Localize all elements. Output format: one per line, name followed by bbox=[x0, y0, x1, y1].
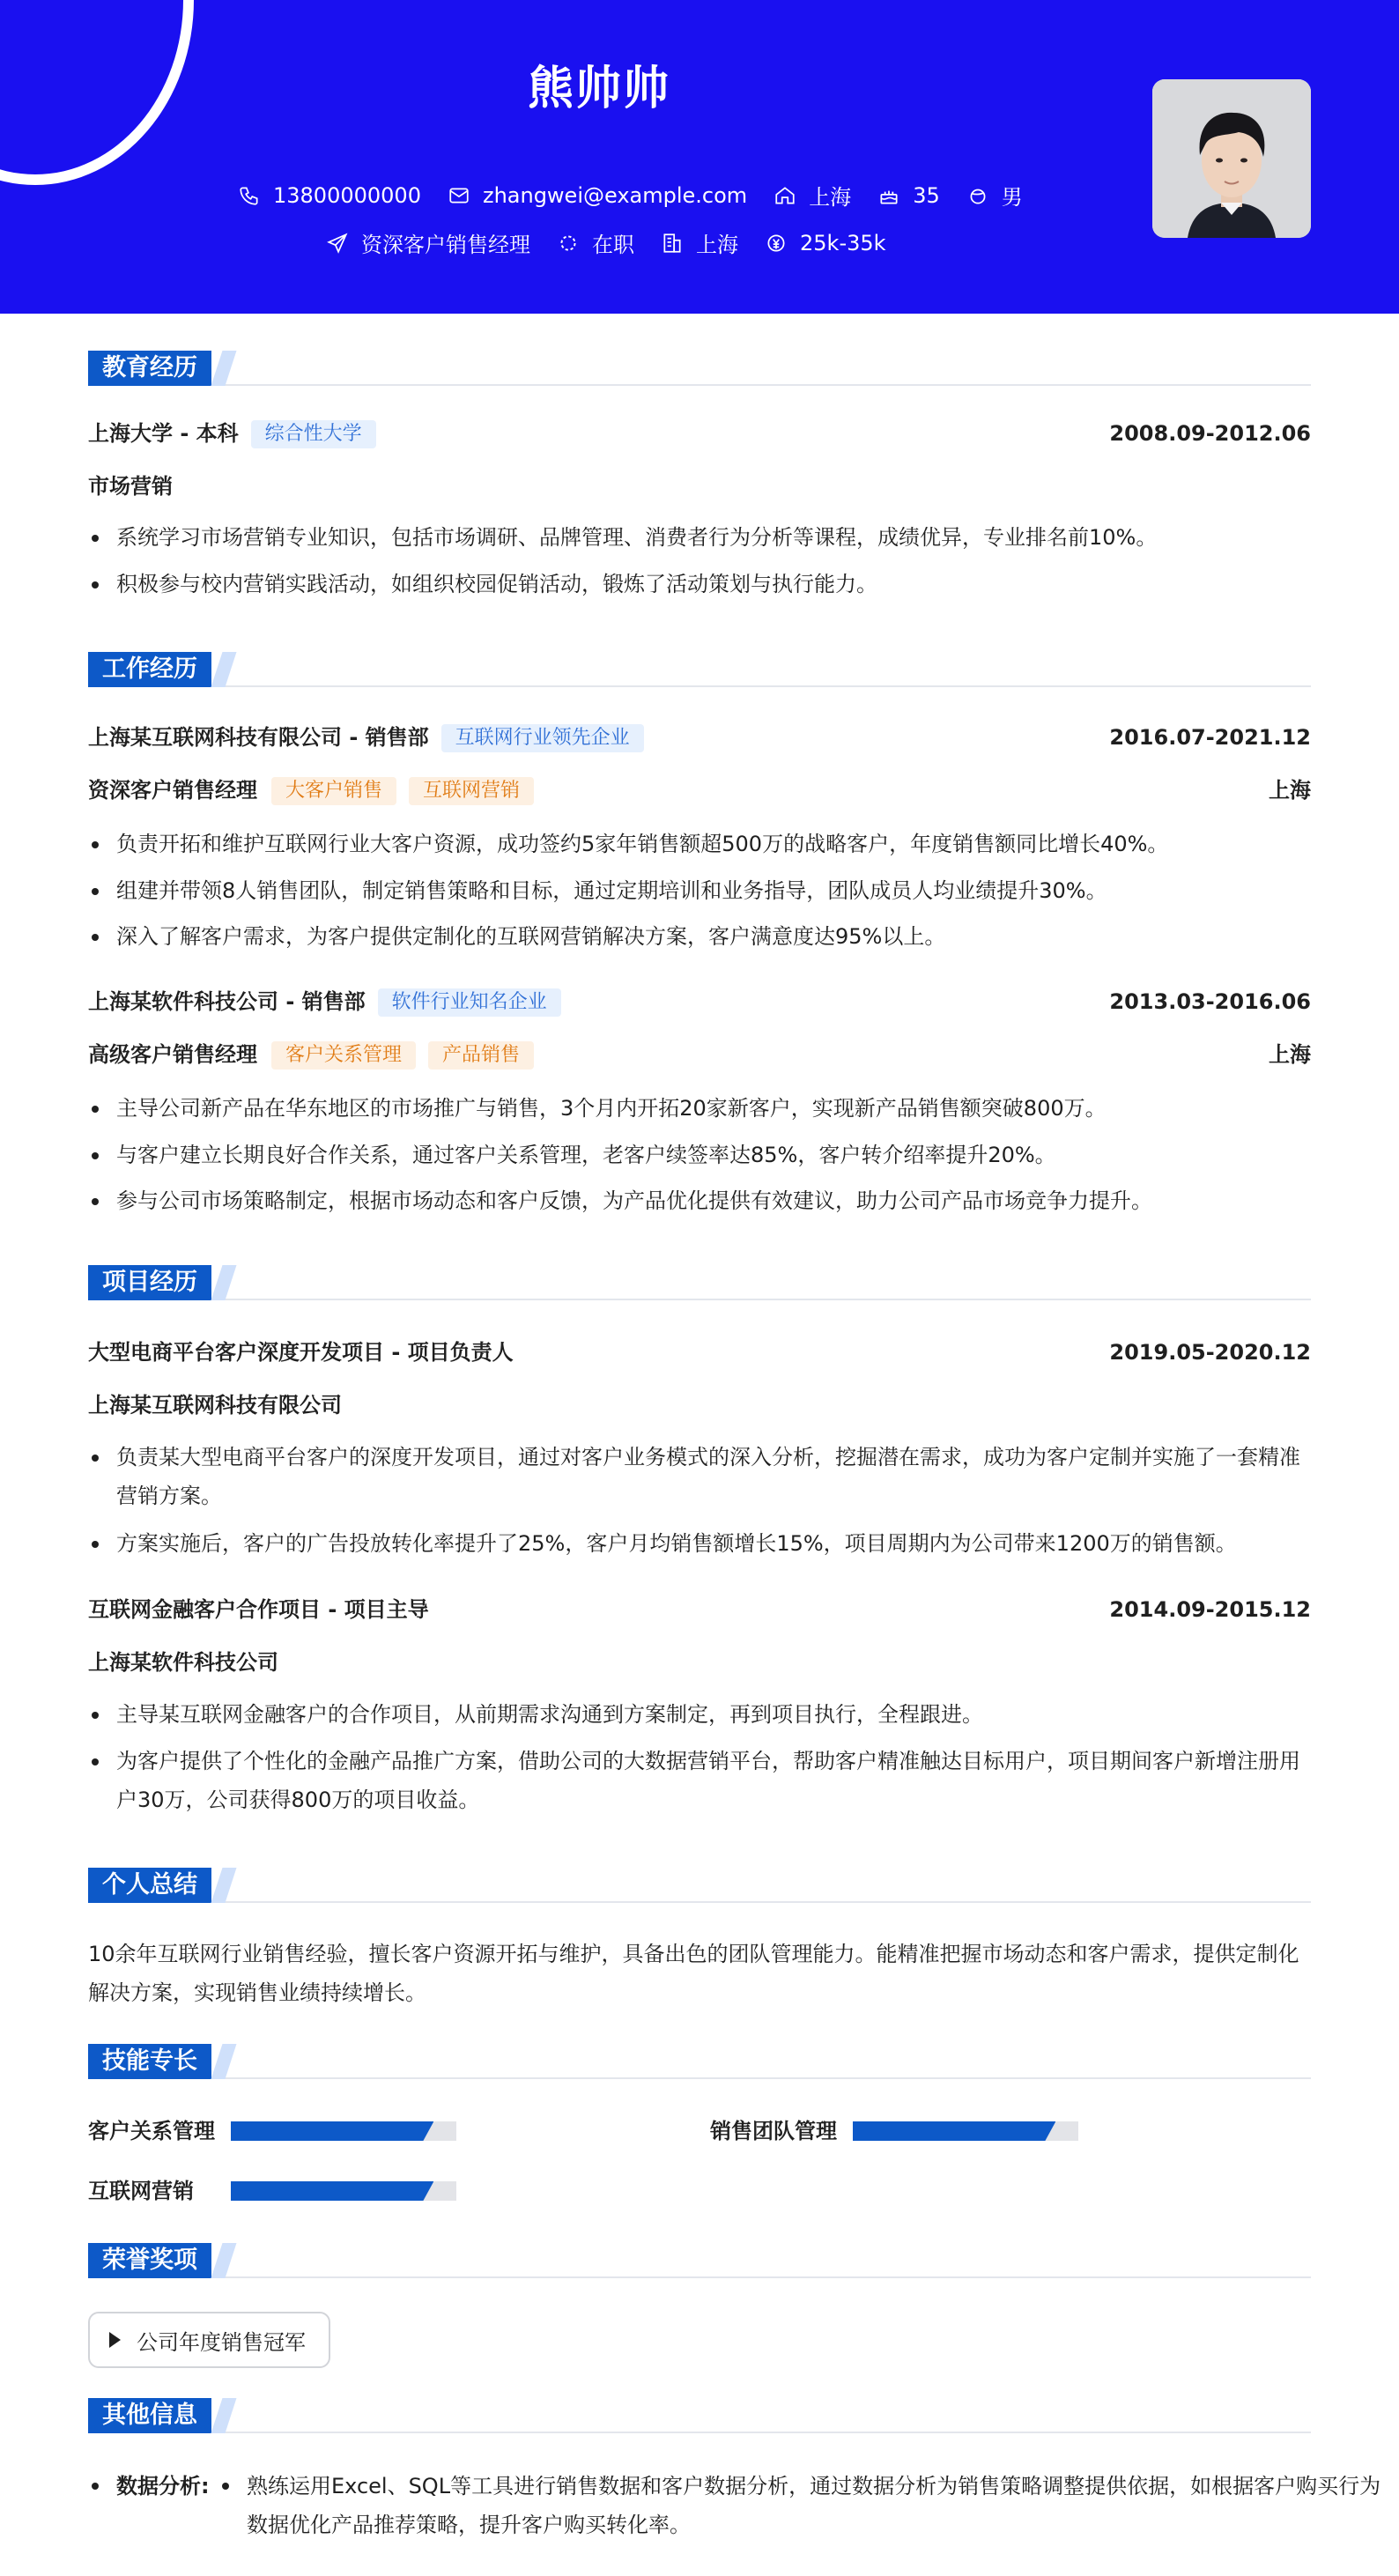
age-icon bbox=[877, 184, 900, 207]
position-text: 资深客户销售经理 bbox=[361, 233, 530, 257]
list-item: 主导公司新产品在华东地区的市场推广与销售，3个月内开拓20家新客户，实现新产品销售额突破800万。 bbox=[88, 1089, 1311, 1128]
job-city: 上海 bbox=[1269, 778, 1311, 803]
resume-header bbox=[0, 0, 1399, 314]
salary-item bbox=[765, 231, 886, 255]
gender-item bbox=[966, 180, 1023, 211]
candidate-name: 熊帅帅 bbox=[527, 63, 670, 115]
email-item bbox=[448, 183, 747, 208]
section-title: 工作经历 bbox=[88, 652, 211, 687]
status-item bbox=[557, 227, 634, 258]
position-item bbox=[326, 227, 530, 258]
skill-bar-fill bbox=[853, 2121, 1055, 2141]
contact-row bbox=[238, 180, 1049, 211]
project-name: 互联网金融客户合作项目 - 项目主导 bbox=[88, 1597, 429, 1622]
project-name: 大型电商平台客户深度开发项目 - 项目负责人 bbox=[88, 1340, 514, 1365]
role-tag: 产品销售 bbox=[428, 1041, 534, 1070]
section-projects-header bbox=[88, 1265, 1311, 1300]
gender-text: 男 bbox=[1001, 185, 1023, 210]
skill-bar bbox=[231, 2121, 456, 2141]
section-honors-header bbox=[88, 2243, 1311, 2278]
skill-name: 客户关系管理 bbox=[88, 2119, 215, 2143]
school-name: 上海大学 - 本科 bbox=[88, 421, 239, 446]
title-decoration bbox=[211, 2243, 237, 2278]
list-item: 与客户建立长期良好合作关系，通过客户关系管理，老客户续签率达85%，客户转介绍率提升20%。 bbox=[88, 1136, 1311, 1174]
money-icon bbox=[765, 232, 788, 255]
project-org: 上海某软件科技公司 bbox=[88, 1650, 278, 1675]
status-text: 在职 bbox=[592, 233, 634, 257]
project-org: 上海某互联网科技有限公司 bbox=[88, 1393, 342, 1418]
skill-name: 销售团队管理 bbox=[710, 2119, 837, 2143]
job-role bbox=[88, 1040, 534, 1070]
title-decoration bbox=[211, 1265, 237, 1300]
city-text: 上海 bbox=[696, 233, 738, 257]
education-date: 2008.09-2012.06 bbox=[1109, 421, 1311, 446]
bullet-dot bbox=[92, 2483, 99, 2490]
other-text: 熟练运用Excel、SQL等工具进行销售数据和客户数据分析，通过数据分析为销售策略调整提供依据，如根据客户购买行为数据优化产品推荐策略，提升客户购买转化率。 bbox=[247, 2474, 1381, 2537]
school-tag: 综合性大学 bbox=[251, 420, 376, 448]
education-school bbox=[88, 418, 376, 448]
job-intent-row bbox=[326, 227, 913, 258]
city-item bbox=[661, 227, 738, 258]
job-date: 2013.03-2016.06 bbox=[1109, 989, 1311, 1014]
list-item: 主导某互联网金融客户的合作项目，从前期需求沟通到方案制定，再到项目执行，全程跟进。 bbox=[88, 1695, 1311, 1734]
role-tag: 大客户销售 bbox=[271, 777, 396, 805]
section-title: 个人总结 bbox=[88, 1868, 211, 1903]
job-date: 2016.07-2021.12 bbox=[1109, 725, 1311, 750]
section-education-header bbox=[88, 351, 1311, 386]
project-date: 2019.05-2020.12 bbox=[1109, 1340, 1311, 1365]
skill-bar-fill bbox=[231, 2181, 433, 2201]
triangle-icon bbox=[109, 2332, 121, 2348]
section-title: 教育经历 bbox=[88, 351, 211, 386]
other-label: 数据分析: bbox=[116, 2474, 210, 2498]
list-item: 为客户提供了个性化的金融产品推广方案，借助公司的大数据营销平台，帮助客户精准触达目标用户，项目期间客户新增注册用户30万，公司获得800万的项目收益。 bbox=[88, 1742, 1311, 1819]
age-item bbox=[877, 183, 940, 208]
email-text: zhangwei@example.com bbox=[482, 182, 748, 208]
title-decoration bbox=[211, 1868, 237, 1903]
section-title: 项目经历 bbox=[88, 1265, 211, 1300]
list-item: 积极参与校内营销实践活动，如组织校园促销活动，锻炼了活动策划与执行能力。 bbox=[88, 565, 1311, 603]
age-text: 35 bbox=[913, 182, 940, 208]
bullet-dot bbox=[222, 2483, 229, 2490]
role-name: 资深客户销售经理 bbox=[88, 778, 257, 803]
list-item: 系统学习市场营销专业知识，包括市场调研、品牌管理、消费者行为分析等课程，成绩优异，专业排名前10%。 bbox=[88, 518, 1311, 557]
section-work-header bbox=[88, 652, 1311, 687]
honor-item bbox=[88, 2312, 330, 2368]
skill-name: 互联网营销 bbox=[88, 2179, 194, 2203]
skill-bar bbox=[231, 2181, 456, 2201]
section-summary-header bbox=[88, 1868, 1311, 1903]
section-title: 荣誉奖项 bbox=[88, 2243, 211, 2278]
company-name: 上海某互联网科技有限公司 - 销售部 bbox=[88, 725, 429, 750]
role-tag: 互联网营销 bbox=[409, 777, 534, 805]
education-major: 市场营销 bbox=[88, 474, 173, 499]
phone-text: 13800000000 bbox=[273, 182, 421, 208]
section-other-header bbox=[88, 2398, 1311, 2433]
status-icon bbox=[557, 232, 580, 255]
job-company bbox=[88, 722, 644, 752]
section-title: 技能专长 bbox=[88, 2044, 211, 2079]
list-item: 组建并带领8人销售团队，制定销售策略和目标，通过定期培训和业务指导，团队成员人均业绩提升30%。 bbox=[88, 871, 1311, 910]
location-text: 上海 bbox=[809, 185, 852, 210]
list-item: 方案实施后，客户的广告投放转化率提升了25%，客户月均销售额增长15%，项目周期内为公司带来1200万的销售额。 bbox=[88, 1524, 1311, 1563]
section-title: 其他信息 bbox=[88, 2398, 211, 2433]
list-item: 深入了解客户需求，为客户提供定制化的互联网营销解决方案，客户满意度达95%以上。 bbox=[88, 917, 1311, 956]
home-icon bbox=[774, 184, 796, 207]
salary-text: 25k-35k bbox=[800, 230, 886, 255]
mail-icon bbox=[448, 184, 470, 207]
title-decoration bbox=[211, 2044, 237, 2079]
location-item bbox=[774, 180, 851, 211]
send-icon bbox=[326, 232, 349, 255]
skill-bar-fill bbox=[231, 2121, 433, 2141]
company-name: 上海某软件科技公司 - 销售部 bbox=[88, 989, 366, 1014]
avatar bbox=[1152, 79, 1311, 238]
list-item: 参与公司市场策略制定，根据市场动态和客户反馈，为产品优化提供有效建议，助力公司产品市场竞争力提升。 bbox=[88, 1181, 1311, 1220]
phone-item bbox=[238, 183, 421, 208]
title-decoration bbox=[211, 351, 237, 386]
role-name: 高级客户销售经理 bbox=[88, 1042, 257, 1067]
title-decoration bbox=[211, 652, 237, 687]
gender-icon bbox=[966, 184, 989, 207]
job-company bbox=[88, 987, 561, 1017]
list-item: 负责某大型电商平台客户的深度开发项目，通过对客户业务模式的深入分析，挖掘潜在需求，成功为客户定制并实施了一套精准营销方案。 bbox=[88, 1438, 1311, 1515]
phone-icon bbox=[238, 184, 261, 207]
job-city: 上海 bbox=[1269, 1042, 1311, 1067]
honor-text: 公司年度销售冠军 bbox=[137, 2329, 306, 2355]
company-tag: 软件行业知名企业 bbox=[378, 988, 561, 1017]
company-tag: 互联网行业领先企业 bbox=[441, 724, 644, 752]
list-item: 负责开拓和维护互联网行业大客户资源，成功签约5家年销售额超500万的战略客户，年度销售额同比增长40%。 bbox=[88, 825, 1311, 863]
title-decoration bbox=[211, 2398, 237, 2433]
project-date: 2014.09-2015.12 bbox=[1109, 1597, 1311, 1622]
building-icon bbox=[661, 232, 684, 255]
job-role bbox=[88, 775, 534, 805]
summary-text: 10余年互联网行业销售经验，擅长客户资源开拓与维护，具备出色的团队管理能力。能精准把握市场动态和客户需求，提供定制化解决方案，实现销售业绩持续增长。 bbox=[88, 1942, 1299, 2005]
skill-bar bbox=[853, 2121, 1078, 2141]
section-skills-header bbox=[88, 2044, 1311, 2079]
role-tag: 客户关系管理 bbox=[271, 1041, 416, 1070]
